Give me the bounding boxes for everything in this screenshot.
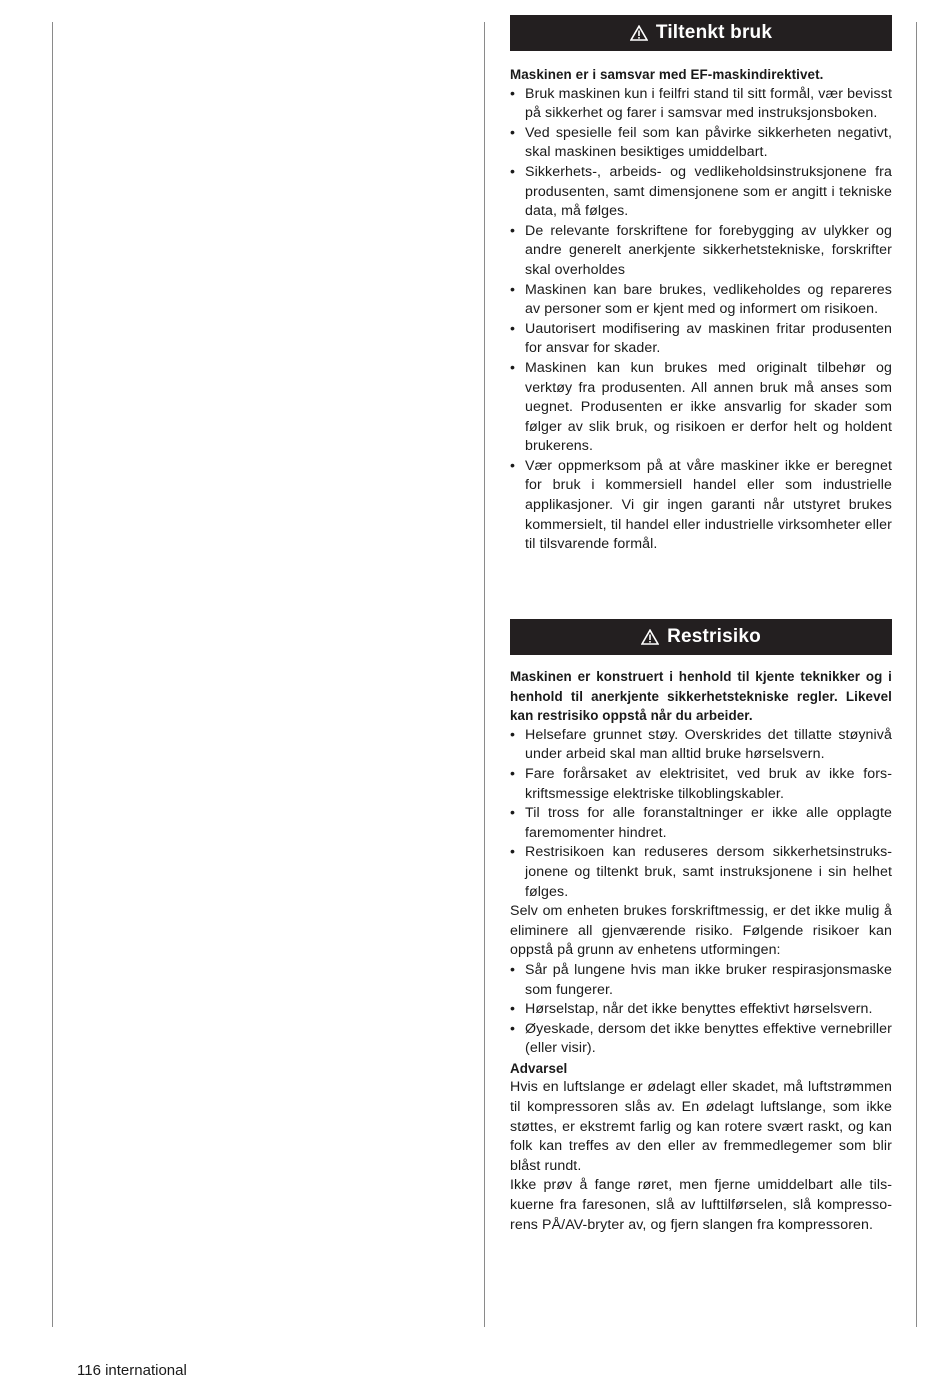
section-intro: Maskinen er i samsvar med EF-maskindirektivet. [510,67,824,82]
list-item: • Maskinen kan bare brukes, vedlikeholdes og repareres av personer som er kjent med og informert om risikoen. [510,281,892,318]
list-item: • Ved spesielle feil som kan påvirke sikkerheten negativt, skal maskinen besiktiges umiddelbart. [510,124,892,161]
warning-triangle-icon [641,629,659,645]
list-item: • Sikkerhets-, arbeids- og vedlikeholdsinstruksjonene fra produsenten, samt dimensjonene som er angitt i tekniske data, må følges. [510,163,892,220]
paragraph: Selv om enheten brukes forskriftmessig, er det ikke mulig å eliminere all gjenværende risiko. Følgende risikoer kan oppstå på grunn av enhetens utformingen: [510,903,892,959]
list-item: • Uautorisert modifisering av maskinen fritar produsenten for ansvar for skader. [510,320,892,357]
list-item: • Til tross for alle foranstaltninger er ikke alle opplagte faremomenter hindret. [510,805,892,841]
section-header-residual-risk [510,619,892,655]
list-item: • Øyeskade, dersom det ikke benyttes effektive vernebriller (eller visir). [510,1020,892,1057]
section-intended-use [510,15,892,555]
section-title: Restrisiko [667,626,761,648]
warning-heading: Advarsel [510,1060,568,1076]
section-intro: Maskinen er konstruert i henhold til kjente teknikker og i henhold til anerkjente sikkerhetstekniske regler. Likevel kan restrisiko oppstå når du arbeider. [510,669,892,724]
bullet-list [510,961,892,1059]
center-column-rule [484,22,485,1327]
section-residual-risk [510,619,892,1235]
bullet-list [510,85,892,555]
list-item: • Restrisikoen kan reduseres dersom sikkerhetsinstruksjonene og tiltenkt bruk, samt instruksjonene i sin helhet følges. [510,844,892,900]
list-item: • Hørselstap, når det ikke benyttes effektivt hørselsvern. [510,1001,873,1018]
paragraph: Ikke prøv å fange røret, men fjerne umiddelbart alle tilskuerne fra faresonen, slå av lufttilførselen, slå kompressorens PÅ/AV-bryter av, og fjern slangen fra kompressoren. [510,1177,892,1233]
page-footer: 116 international [77,1362,187,1379]
list-item: • Helsefare grunnet støy. Overskrides det tillatte støynivå under arbeid skal man alltid bruke hørselsvern. [510,726,892,763]
list-item: • Fare forårsaket av elektrisitet, ved bruk av ikke forskriftsmessige elektriske tilkoblingskabler. [510,765,892,802]
bullet-list [510,726,892,902]
list-item: • Sår på lungene hvis man ikke bruker respirasjonsmaske som fungerer. [510,961,892,998]
list-item: • Bruk maskinen kun i feilfri stand til sitt formål, vær bevisst på sikkerhet og farer i samsvar med instruksjonsboken. [510,85,892,122]
section-title: Tiltenkt bruk [655,22,773,44]
paragraph: Hvis en luftslange er ødelagt eller skadet, må luftstrømmen til kompressoren slås av. En ødelagt luftslange, som ikke støttes, er ekstremt farlig og kan rotere svært raskt, og kan folk kan treffes av den eller av fremmedlegemer som blir blåst rundt. [510,1079,892,1174]
list-item: • Maskinen kan kun brukes med originalt tilbehør og verktøy fra produsenten. All annen bruk må anses som uegnet. Produsenten er ikke ansvarlig for skader som følger av slik bruk, og risikoen er derfor helt og holdent brukerens. [510,359,892,455]
right-margin-rule [916,22,917,1327]
list-item: • Vær oppmerksom på at våre maskiner ikke er beregnet for bruk i kommersiell handel eller som industrielle applikasjoner. Vi gir ingen garanti når utstyret brukes kommersielt, til handel eller industrielle virksomheter eller til tilsvarende formål. [510,457,892,553]
section-header-intended-use [510,15,892,51]
list-item: • De relevante forskriftene for forebygging av ulykker og andre generelt anerkjente sikkerhetstekniske, forskrifter skal overholdes [510,222,892,278]
warning-triangle-icon [630,25,648,41]
left-margin-rule [52,22,53,1327]
